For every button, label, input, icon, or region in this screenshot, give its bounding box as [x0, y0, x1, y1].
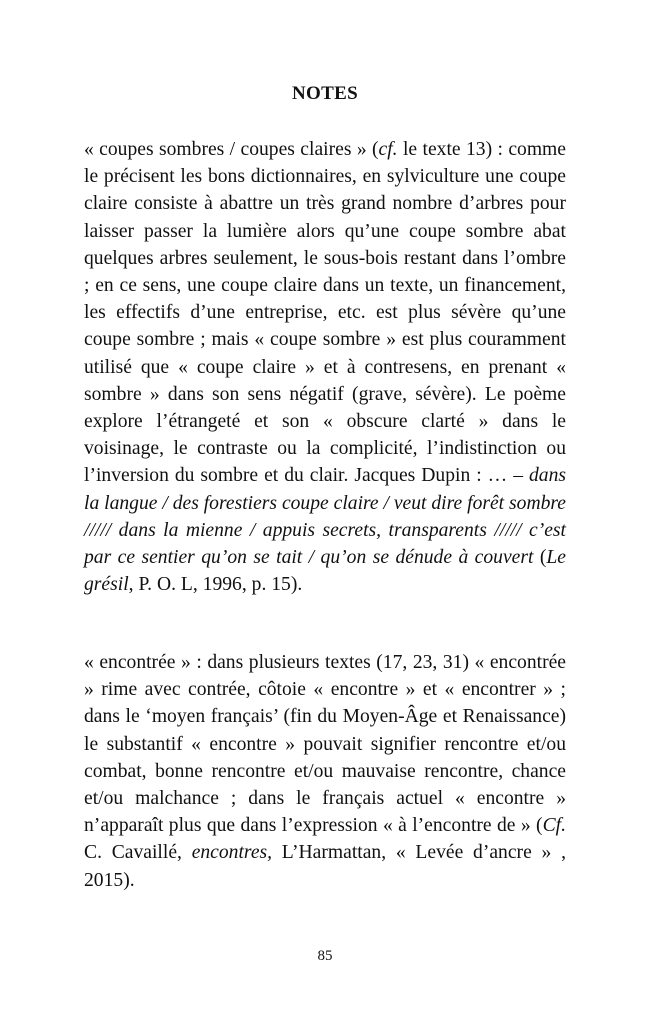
note-cf: Cf. — [542, 815, 566, 837]
note-text: « coupes sombres / coupes claires » ( — [84, 139, 379, 160]
note-text: le texte 13) : comme le précisent les bons dictionnaires, en sylviculture une coupe claire consiste à abattre un très grand nombre d’arbres pour laisser passer la lumière alors qu’une coupe sombre abat quelques arbres seulement, le sous-bois restant dans l’ombre ; en ce sens, une coupe claire dans un texte, un financement, les effectifs d’une entreprise, etc. est plus sévère qu’une coupe sombre ; mais « coupe sombre » est plus couramment utilisé que « coupe claire » et à contresens, en prenant « sombre » dans son sens négatif (grave, sévère). Le poème explore l’étrangeté et son « obscure clarté » dans le voisinage, le contraste ou la complicité, l’indistinction ou l’inversion du sombre et du clair. Jacques Dupin : … — [84, 139, 566, 487]
note-coupes-sombres — [84, 136, 566, 598]
note-text: , P. O. L, 1996, p. 15). — [128, 574, 303, 596]
note-text: « encontrée » : dans plusieurs textes (17, 23, 31) « encontrée » rime avec contrée, côtoie « encontre » et « encontrer » ; dans le ‘moyen français’ (fin du Moyen-Âge et Renaissance) le substantif « encontre » pouvait signifier rencontre et/ou combat, bonne rencontre et/ou mauvaise rencontre, chance et/ou malchance ; dans le français actuel « encontre » n’apparaît plus que dans l’expression « à l’encontre de » ( — [84, 652, 566, 837]
note-text: L’Harmattan, « Levée d’ancre » , 2015). — [84, 842, 566, 891]
note-cf: cf. — [378, 139, 398, 160]
book-title: encontres, — [191, 842, 273, 864]
note-encontree — [84, 649, 566, 894]
dupin-quote: – dans la langue / des forestiers coupe claire / veut dire forêt sombre ///// dans la mienne / appuis secrets, transparents ///// c’est par ce sentier qu’on se tait / qu’on se dénude à couvert — [84, 465, 566, 569]
note-text: ( — [533, 547, 547, 569]
page-title: NOTES — [292, 83, 358, 104]
page-number: 85 — [317, 948, 333, 964]
book-title: Le grésil — [84, 547, 566, 596]
note-text: C. Cavaillé, — [84, 842, 192, 864]
